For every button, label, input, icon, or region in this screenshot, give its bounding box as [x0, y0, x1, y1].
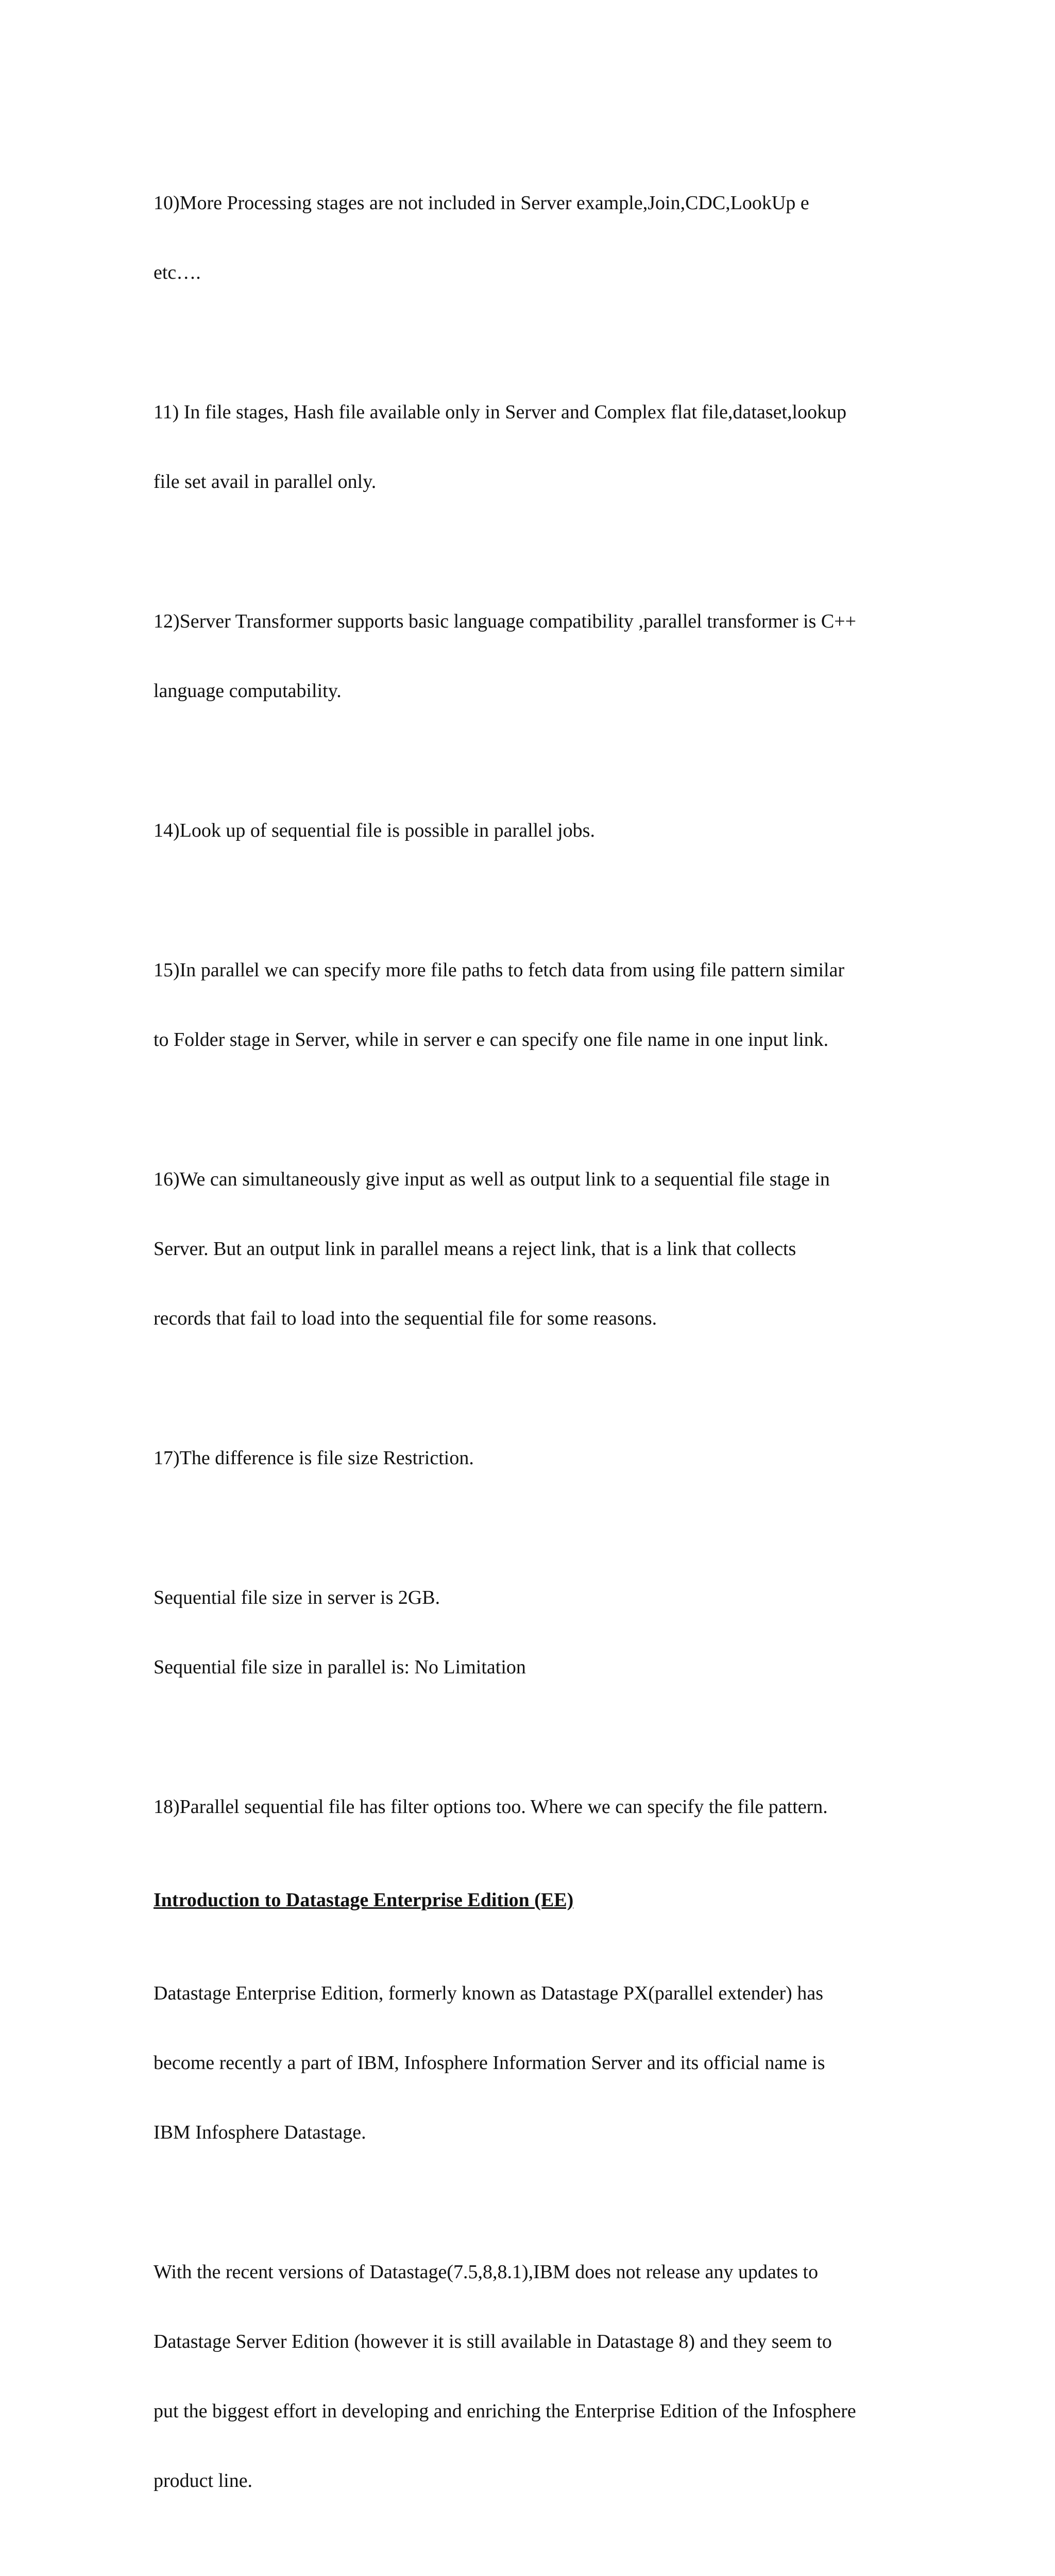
text-line: 15)In parallel we can specify more file paths to fetch data from using file pattern similar: [154, 959, 845, 981]
text-line: etc….: [154, 262, 201, 283]
item-16: [154, 1122, 900, 1377]
text-line: Datastage Enterprise Edition, formerly known as Datastage PX(parallel extender) has: [154, 1982, 823, 2004]
text-line: become recently a part of IBM, Infosphere Information Server and its official name is: [154, 2052, 825, 2074]
item-15: [154, 912, 900, 1098]
text-line: IBM Infosphere Datastage.: [154, 2122, 366, 2143]
text-line: 11) In file stages, Hash file available only in Server and Complex flat file,dataset,lookup: [154, 401, 847, 423]
text-line: put the biggest effort in developing and enriching the Enterprise Edition of the Infosphere: [154, 2400, 856, 2422]
text-line: file set avail in parallel only.: [154, 471, 377, 493]
item-14: [154, 773, 900, 889]
item-18: [154, 1749, 900, 1865]
item-17: [154, 1400, 900, 1516]
text-line: records that fail to load into the sequential file for some reasons.: [154, 1308, 657, 1329]
text-line: language computability.: [154, 680, 342, 702]
item-12: [154, 564, 900, 749]
text-line: 12)Server Transformer supports basic language compatibility ,parallel transformer is C++: [154, 611, 857, 632]
item-11: [154, 354, 900, 540]
text-line: 10)More Processing stages are not included in Server example,Join,CDC,LookUp e: [154, 192, 809, 214]
text-line: product line.: [154, 2470, 253, 2492]
text-line: Datastage Server Edition (however it is still available in Datastage 8) and they seem to: [154, 2331, 832, 2352]
text-line: 14)Look up of sequential file is possible in parallel jobs.: [154, 820, 595, 841]
text-line: to Folder stage in Server, while in server e can specify one file name in one input link.: [154, 1029, 829, 1050]
item-10: [154, 145, 900, 331]
intro-paragraph: [154, 1936, 900, 2191]
intro-paragraph: [154, 2214, 900, 2539]
text-line: Sequential file size in server is 2GB.: [154, 1587, 440, 1608]
text-line: 16)We can simultaneously give input as well as output link to a sequential file stage in: [154, 1168, 830, 1190]
intro-heading: Introduction to Datastage Enterprise Edition (EE): [154, 1889, 574, 1911]
intro-paragraph: [154, 2563, 900, 2576]
document-body: [154, 145, 900, 2576]
text-line: Sequential file size in parallel is: No Limitation: [154, 1656, 526, 1678]
text-line: Server. But an output link in parallel means a reject link, that is a link that collects: [154, 1238, 796, 1260]
text-line: With the recent versions of Datastage(7.5,8,8.1),IBM does not release any updates to: [154, 2261, 819, 2283]
text-line: 18)Parallel sequential file has filter options too. Where we can specify the file pattern.: [154, 1796, 828, 1818]
text-line: 17)The difference is file size Restriction.: [154, 1447, 474, 1469]
file-size-limits: [154, 1540, 900, 1725]
